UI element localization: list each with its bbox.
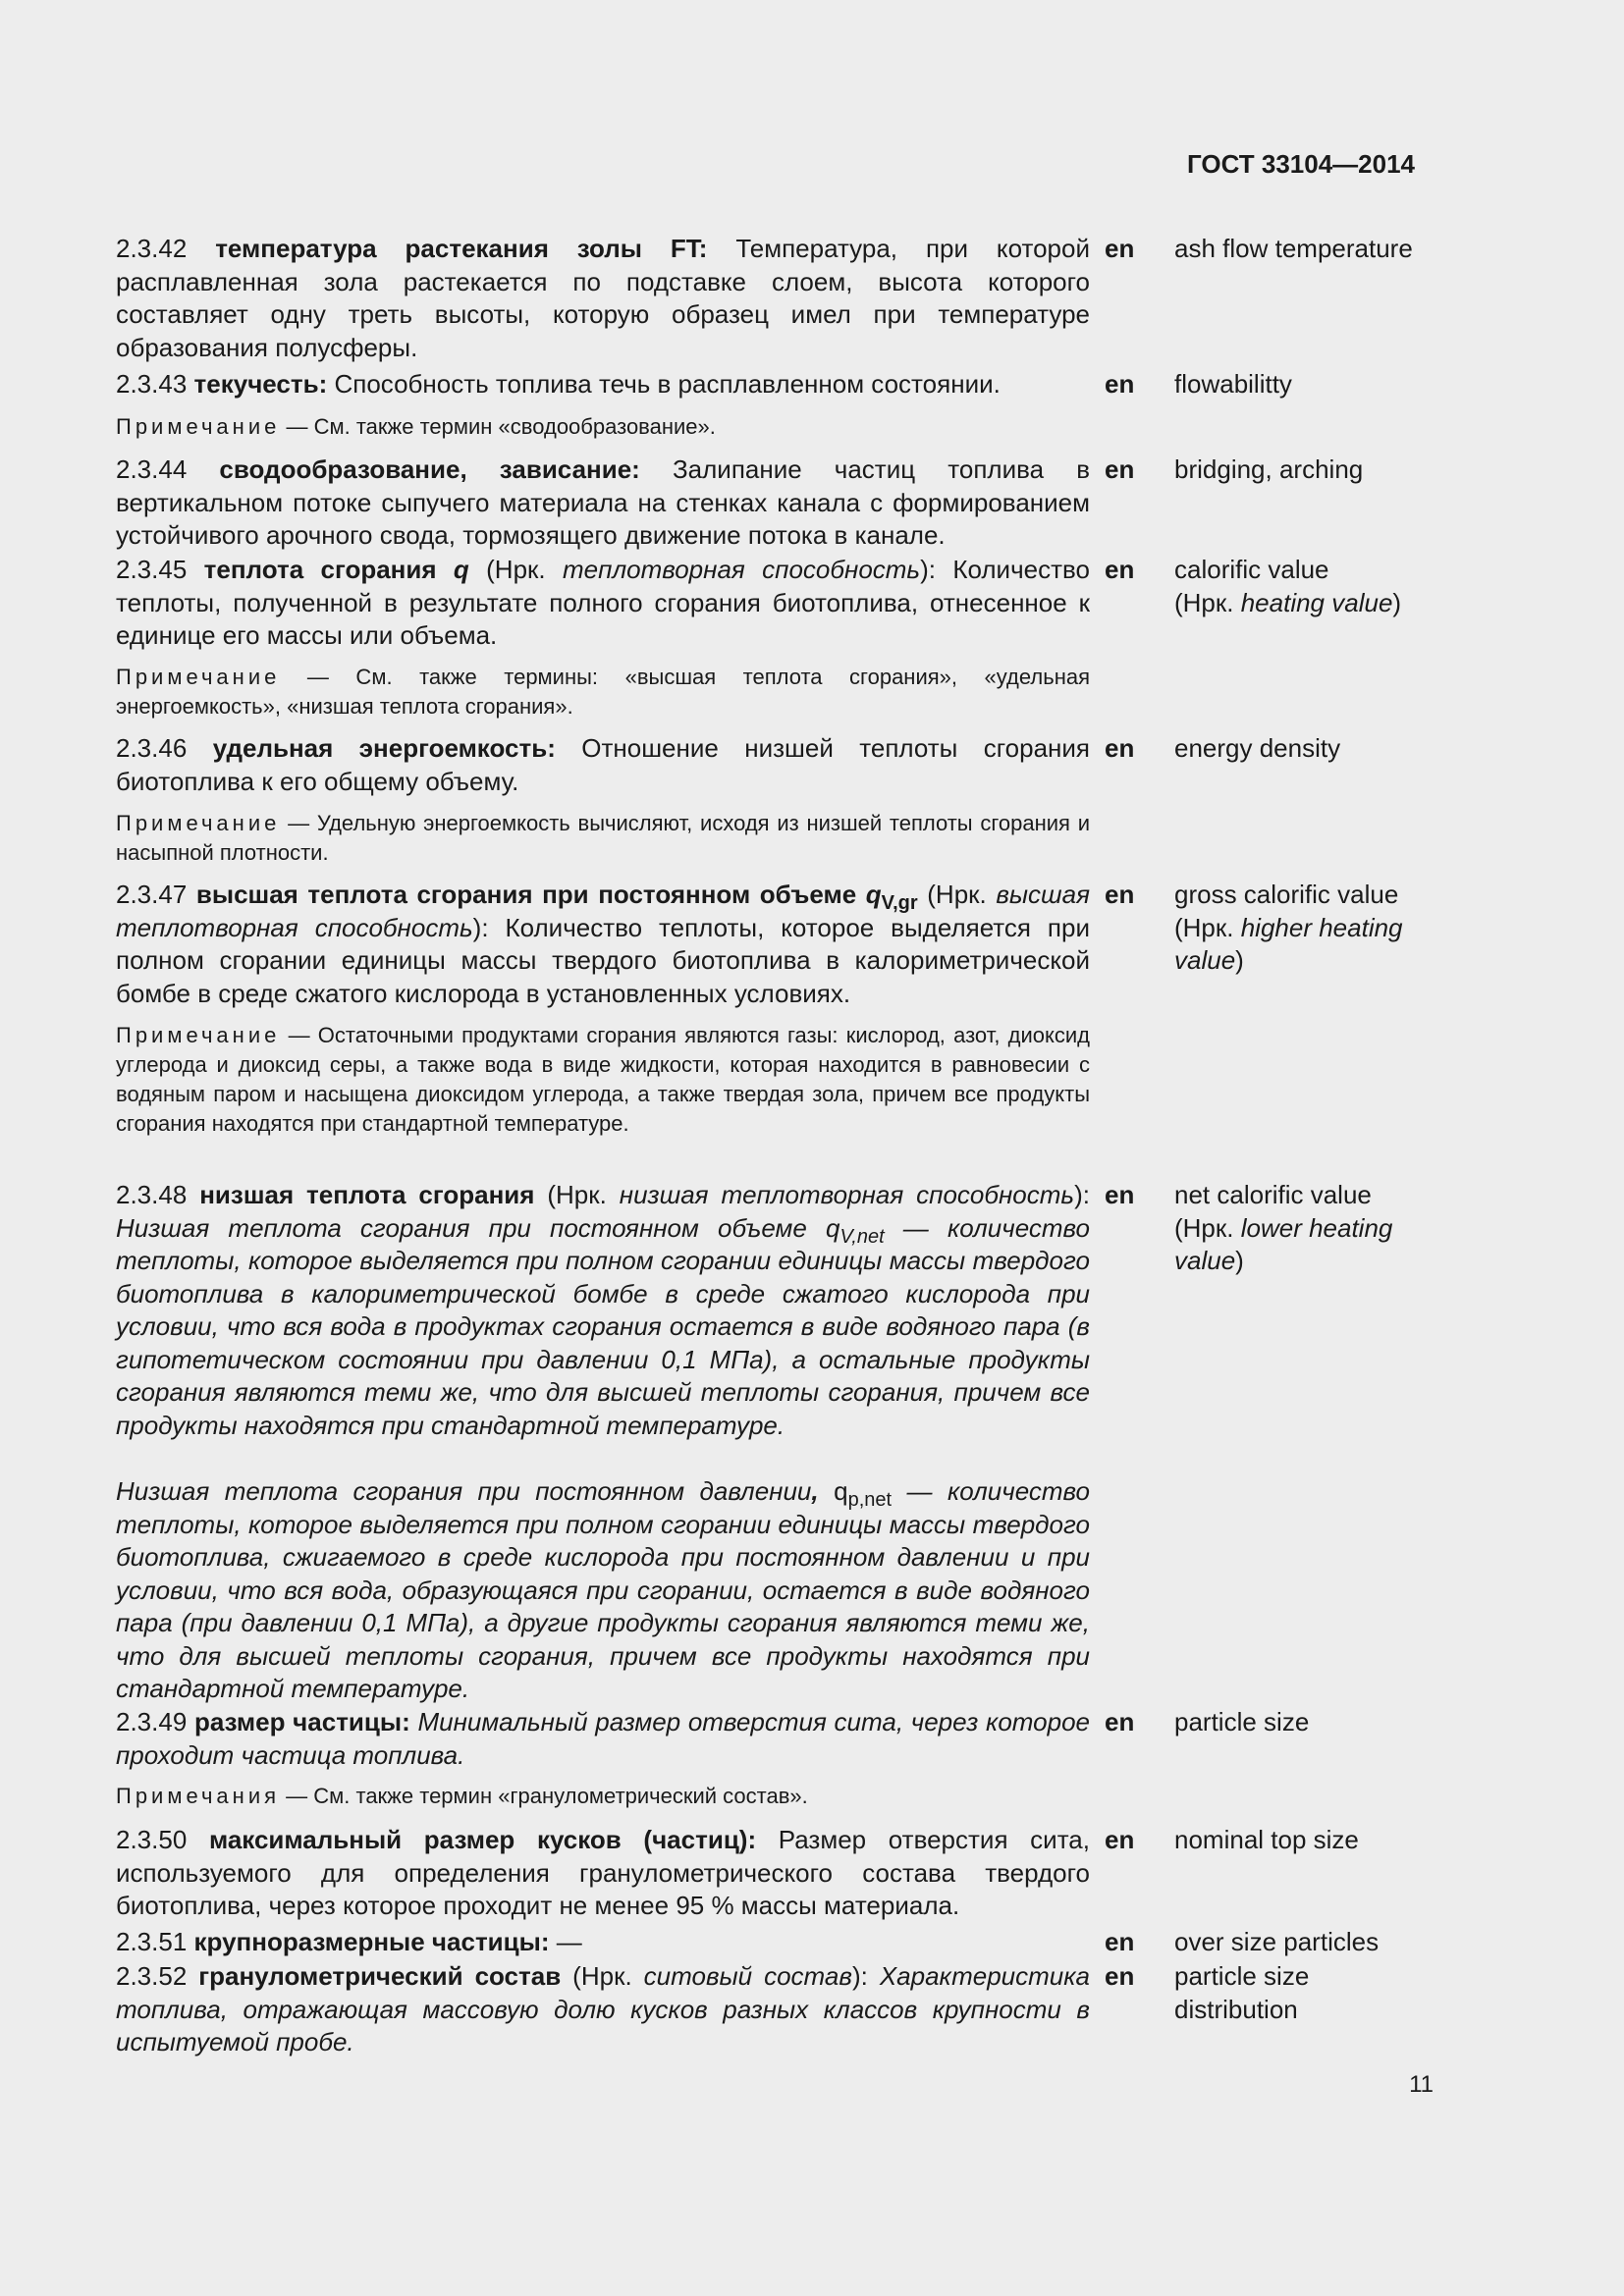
term-symbol: q bbox=[865, 880, 882, 909]
english-term: particle size bbox=[1174, 1707, 1310, 1736]
english-term: over size particles bbox=[1174, 1927, 1380, 1956]
lang-code: en bbox=[1105, 733, 1135, 763]
term-entry-2-3-45: 2.3.45 теплота сгорания q (Нрк. теплотворная способность): Количество теплоты, полученной в результате полного сгорания биотоплива, отнесенное к единице его массы или объема. bbox=[116, 555, 1090, 650]
note-2-3-47: Примечание — Остаточными продуктами сгорания являются газы: кислород, азот, диоксид углерода и диоксид серы, а также вода в виде жидкости, которая находится в равновесии с водяным паром и насыщена диоксидом углерода, а также твердая зола, причем все продукты сгорания находятся при стандартной температуре. bbox=[116, 1023, 1091, 1136]
deprecated-term: теплотворная способность bbox=[563, 555, 921, 584]
note-2-3-43: Примечание — См. также термин «сводообразование». bbox=[116, 414, 716, 439]
lang-code: en bbox=[1105, 454, 1135, 484]
term-name: высшая теплота сгорания при постоянном объеме bbox=[195, 880, 857, 909]
term-entry-2-3-48: 2.3.48 низшая теплота сгорания (Нрк. низшая теплотворная способность): Низшая теплота сгорания при постоянном объеме $q_{V,net}$ — количество теплоты, которое выделяется при полном сгорании единицы массы твердого биотоплива в калориметрической бомбе в среде сжатого кислорода при условии, что вся вода в продуктах сгорания остается в виде водяного пара (в гипотетическом состоянии при давлении 0,1 МПа), а остальные продукты сгорания являются теми же, что для высшей теплоты сгорания, причем все продукты находятся при стандартной температуре. bbox=[116, 1180, 1090, 1440]
term-entry-2-3-51: 2.3.51 крупноразмерные частицы: — bbox=[116, 1927, 582, 1956]
term-definition: Способность топлива течь в расплавленном состоянии. bbox=[327, 369, 1001, 399]
english-term: ash flow temperature bbox=[1174, 234, 1413, 263]
deprecated-term: высшая теплотворная способность bbox=[116, 880, 1090, 942]
english-term: net calorific value (Нрк. lower heating value) bbox=[1174, 1180, 1393, 1275]
term-entry-2-3-44: 2.3.44 сводообразование, зависание: Залипание частиц топлива в вертикальном потоке сыпучего материала на стенках канала с формированием устойчивого арочного свода, тормозящего движение потока в канале. bbox=[116, 454, 1091, 550]
note-label: Примечание bbox=[116, 811, 281, 835]
note-2-3-46: Примечание — Удельную энергоемкость вычисляют, исходя из низшей теплоты сгорания и насыпной плотности. bbox=[116, 811, 1090, 865]
term-name: крупноразмерные частицы: bbox=[193, 1927, 550, 1956]
note-label: Примечания bbox=[116, 1784, 281, 1808]
lang-code: en bbox=[1105, 1180, 1135, 1209]
term-definition: Залипание частиц топлива в вертикальном потоке сыпучего материала на стенках канала с формированием устойчивого арочного свода, тормозящего движение потока в канале. bbox=[116, 454, 1091, 550]
lang-code: en bbox=[1105, 1927, 1135, 1956]
term-entry-2-3-52: 2.3.52 гранулометрический состав (Нрк. ситовый состав): Характеристика топлива, отражающая массовую долю кусков разных классов крупности в испытуемой пробе. bbox=[116, 1961, 1090, 2056]
lang-code: en bbox=[1105, 234, 1135, 263]
lang-code: en bbox=[1105, 555, 1135, 584]
term-name: удельная энергоемкость: bbox=[212, 733, 556, 763]
term-definition: Характеристика топлива, отражающая массовую долю кусков разных классов крупности в испытуемой пробе. bbox=[116, 1961, 1090, 2056]
english-term: energy density bbox=[1174, 733, 1341, 763]
term-definition: — bbox=[549, 1927, 582, 1956]
english-term: gross calorific value (Нрк. higher heating value) bbox=[1174, 880, 1403, 975]
note-2-3-45: Примечание — См. также термины: «высшая теплота сгорания», «удельная энергоемкость», «низшая теплота сгорания». bbox=[116, 665, 1090, 719]
term-definition: Минимальный размер отверстия сита, через которое проходит частица топлива. bbox=[116, 1707, 1090, 1770]
lang-code: en bbox=[1105, 369, 1135, 399]
deprecated-term: низшая теплотворная способность bbox=[619, 1180, 1075, 1209]
english-term: particle size distribution bbox=[1174, 1961, 1310, 2024]
term-name: температура растекания золы FT: bbox=[215, 234, 708, 263]
term-name: размер частицы: bbox=[193, 1707, 410, 1736]
term-name: сводообразование, зависание: bbox=[219, 454, 640, 484]
term-name: низшая теплота сгорания bbox=[199, 1180, 535, 1209]
term-entry-2-3-43: 2.3.43 текучесть: Способность топлива течь в расплавленном состоянии. bbox=[116, 369, 1001, 399]
note-2-3-49: Примечания — См. также термин «гранулометрический состав». bbox=[116, 1784, 808, 1808]
note-label: Примечание bbox=[116, 665, 281, 689]
term-entry-2-3-50: 2.3.50 максимальный размер кусков (частиц): Размер отверстия сита, используемого для определения гранулометрического состава твердого биотоплива, через которое проходит не менее 95 % массы материала. bbox=[116, 1825, 1090, 1920]
term-name: максимальный размер кусков (частиц): bbox=[208, 1825, 757, 1854]
term-definition: Температура, при которой расплавленная зола растекается по подставке слоем, высота которого составляет одну треть высоты, которую образец имел при температуре образования полусферы. bbox=[116, 234, 1090, 362]
page-number: 11 bbox=[1409, 2071, 1434, 2098]
term-entry-2-3-47: 2.3.47 высшая теплота сгорания при постоянном объеме $q_{V,gr}$ (Нрк. высшая теплотворная способность): Количество теплоты, которое выделяется при полном сгорании единицы массы твердого биотоплива в калориметрической бомбе в среде сжатого кислорода в установленных условиях. bbox=[116, 880, 1090, 1008]
term-definition: ): Количество теплоты, полученной в результате полного сгорания биотоплива, отнесенное к единице его массы или объема. bbox=[116, 555, 1090, 650]
term-symbol: q bbox=[453, 555, 469, 584]
english-term: bridging, arching bbox=[1174, 454, 1364, 484]
term-name: текучесть: bbox=[193, 369, 328, 399]
term-definition-2-3-48-pressure: Низшая теплота сгорания при постоянном давлении, $q_{p,net}$ — количество теплоты, которое выделяется при полном сгорании единицы массы твердого биотоплива, сжигаемого в среде кислорода при постоянном давлении и при условии, что вся вода, образующаяся при сгорании, остается в виде водяного пара (при давлении 0,1 МПа), а другие продукты сгорания являются теми же, что для высшей теплоты сгорания, причем все продукты находятся при стандартной температуре. bbox=[116, 1476, 1091, 1703]
term-name: теплота сгорания bbox=[203, 555, 437, 584]
english-term: calorific value (Нрк. heating value) bbox=[1174, 555, 1402, 617]
term-definition: ): Количество теплоты, которое выделяется при полном сгорании единицы массы твердого биотоплива в калориметрической бомбе в среде сжатого кислорода в установленных условиях. bbox=[116, 912, 1090, 1008]
lang-code: en bbox=[1105, 1961, 1135, 1991]
document-header: ГОСТ 33104—2014 bbox=[1187, 149, 1415, 179]
english-term: flowabilitty bbox=[1174, 369, 1292, 399]
term-definition: Низшая теплота сгорания при постоянном объеме $q_{V,net}$ — количество теплоты, которое выделяется при полном сгорании единицы массы твердого биотоплива в калориметрической бомбе в среде сжатого кислорода при условии, что вся вода в продуктах сгорания остается в виде водяного пара (в гипотетическом состоянии при давлении 0,1 МПа), а остальные продукты сгорания являются теми же, что для высшей теплоты сгорания, причем все продукты находятся при стандартной температуре. bbox=[116, 1212, 1090, 1440]
term-entry-2-3-46: 2.3.46 удельная энергоемкость: Отношение низшей теплоты сгорания биотоплива к его общему объему. bbox=[116, 733, 1090, 796]
deprecated-term: ситовый состав bbox=[643, 1961, 852, 1991]
english-term: nominal top size bbox=[1174, 1825, 1359, 1854]
lang-code: en bbox=[1105, 1825, 1135, 1854]
lang-code: en bbox=[1105, 1707, 1135, 1736]
term-entry-2-3-42: 2.3.42 температура растекания золы FT: Температура, при которой расплавленная зола растекается по подставке слоем, высота которого составляет одну треть высоты, которую образец имел при температуре образования полусферы. bbox=[116, 234, 1090, 362]
term-name: гранулометрический состав bbox=[198, 1961, 562, 1991]
term-entry-2-3-49: 2.3.49 размер частицы: Минимальный размер отверстия сита, через которое проходит частица топлива. bbox=[116, 1707, 1090, 1770]
note-label: Примечание bbox=[116, 1023, 281, 1047]
note-label: Примечание bbox=[116, 414, 281, 439]
lang-code: en bbox=[1105, 880, 1135, 909]
term-definition: Размер отверстия сита, используемого для определения гранулометрического состава твердого биотоплива, через которое проходит не менее 95 % массы материала. bbox=[116, 1825, 1090, 1920]
term-definition: Отношение низшей теплоты сгорания биотоплива к его общему объему. bbox=[116, 733, 1090, 796]
